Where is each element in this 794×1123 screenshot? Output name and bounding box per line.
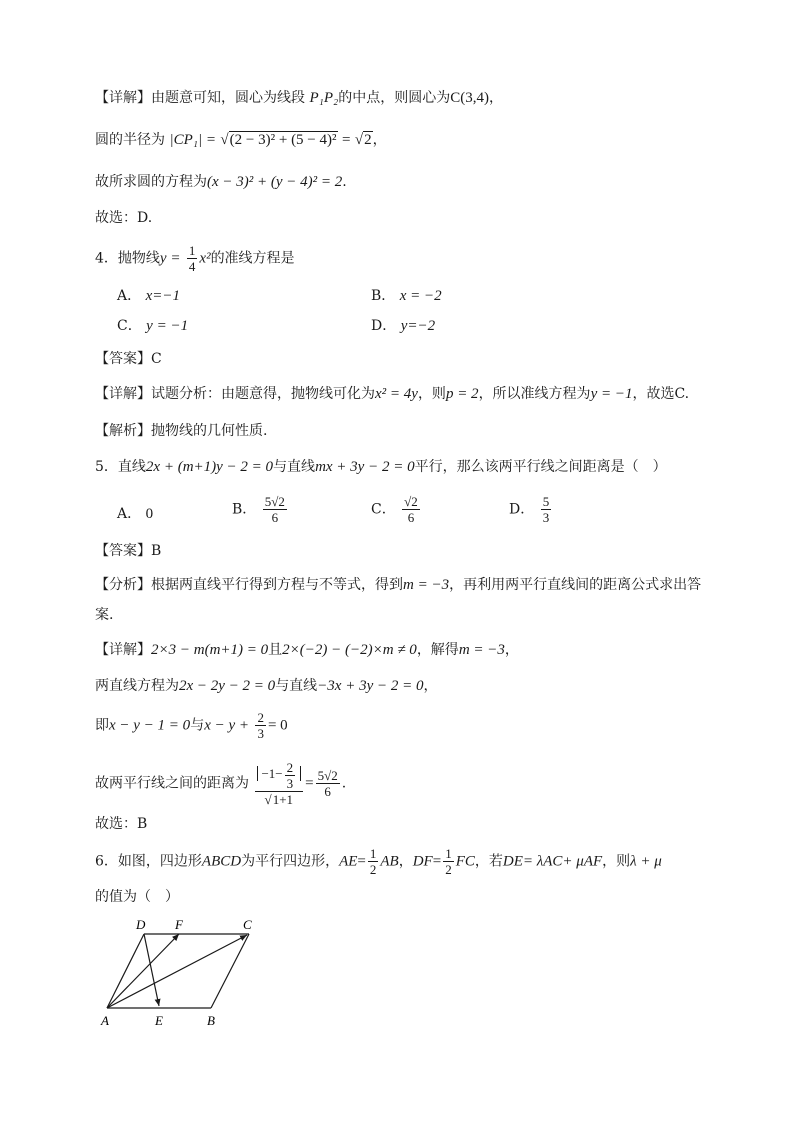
label-d: D [136, 917, 146, 932]
q4-option-c[interactable]: C． y = −1 [117, 318, 189, 334]
radius-radicand: (2 − 3)² + (5 − 4)² [229, 132, 337, 148]
q4-stem: 4．抛物线y = $\frac{1}{4}$ x²的准线方程是 [95, 243, 295, 274]
q4-analysis: 【解析】抛物线的几何性质. [95, 423, 268, 439]
q5-stem: 5．直线2x + (m+1)y − 2 = 0与直线mx + 3y − 2 = 0平行，那么该两平行线之间距离是（ ） [95, 459, 667, 475]
q5-answer: 【答案】B [95, 543, 162, 559]
p3-detail-line-3: 故所求圆的方程为(x − 3)² + (y − 4)² = 2. [95, 174, 347, 190]
q4-fraction: $\frac{1}{4}$ [188, 243, 196, 274]
q4-option-a[interactable]: A． x=−1 [117, 288, 180, 304]
label-f: F [175, 917, 183, 932]
q6-stem-line-2: 的值为（ ） [95, 889, 179, 905]
label-b: B [207, 1013, 215, 1028]
q5-choice: 故选：B [95, 816, 148, 832]
q5-option-a[interactable]: A． 0 [117, 506, 154, 522]
distance-fraction: −1− $\frac{2}{3}$ √1+1 [255, 760, 303, 807]
vector-af [107, 934, 179, 1008]
q6-stem: 6．如图，四边形ABCD为平行四边形，AE= $\frac{1}{2}$ AB，DF= $\frac{1}{2}$ FC，若DE= λAC+ μAF，则λ + μ [95, 846, 662, 877]
q5-detail-line-4: 故两平行线之间的距离为 −1− $\frac{2}{3}$ √1+1 = $\frac{5√2}{6}$ . [95, 760, 347, 807]
circle-equation: (x − 3)² + (y − 4)² = 2 [207, 174, 343, 190]
q4-answer: 【答案】C [95, 351, 162, 367]
parallelogram-figure [95, 915, 270, 1033]
p3-detail-line-1: 【详解】由题意可知，圆心为线段 P₁P₂的中点，则圆心为C(3,4)， [95, 90, 503, 106]
q4-detail: 【详解】试题分析：由题意得，抛物线可化为x² = 4y，则p = 2，所以准线方程为y = −1，故选C. [95, 386, 690, 402]
p3-choice: 故选：D. [95, 210, 153, 226]
side-ad [107, 934, 144, 1008]
q5-detail-line-3: 即x − y − 1 = 0与x − y + $\frac{2}{3}$ = 0 [95, 710, 288, 741]
center-point: C(3,4) [450, 90, 489, 106]
q5-fenxi: 【分析】根据两直线平行得到方程与不等式，得到m = −3，再利用两平行直线间的距离公式求出答案. [95, 577, 702, 623]
label-c: C [243, 917, 252, 932]
q5-detail-line-2: 两直线方程为2x − 2y − 2 = 0与直线−3x + 3y − 2 = 0， [95, 678, 438, 694]
p3-detail-line-2: 圆的半径为 |CP₁| = √(2 − 3)² + (5 − 4)² = √2， [95, 132, 387, 148]
segment-label: P₁P₂ [309, 90, 339, 106]
vector-ac [107, 935, 247, 1008]
side-bc [211, 934, 249, 1008]
q5-option-c[interactable]: C． $\frac{√2}{6}$ [371, 494, 418, 525]
q5-option-d[interactable]: D． $\frac{5}{3}$ [509, 494, 550, 525]
q5-option-b[interactable]: B． $\frac{5√2}{6}$ [232, 494, 285, 525]
vector-de [144, 934, 159, 1006]
q4-option-d[interactable]: D． y=−2 [371, 318, 436, 334]
q5-detail-line-1: 【详解】2×3 − m(m+1) = 0且2×(−2) − (−2)×m ≠ 0，解得m = −3， [95, 642, 519, 658]
label-e: E [155, 1013, 163, 1028]
label-a: A [101, 1013, 109, 1028]
q4-option-b[interactable]: B． x = −2 [371, 288, 442, 304]
detail-tag: 【详解】 [95, 90, 151, 106]
